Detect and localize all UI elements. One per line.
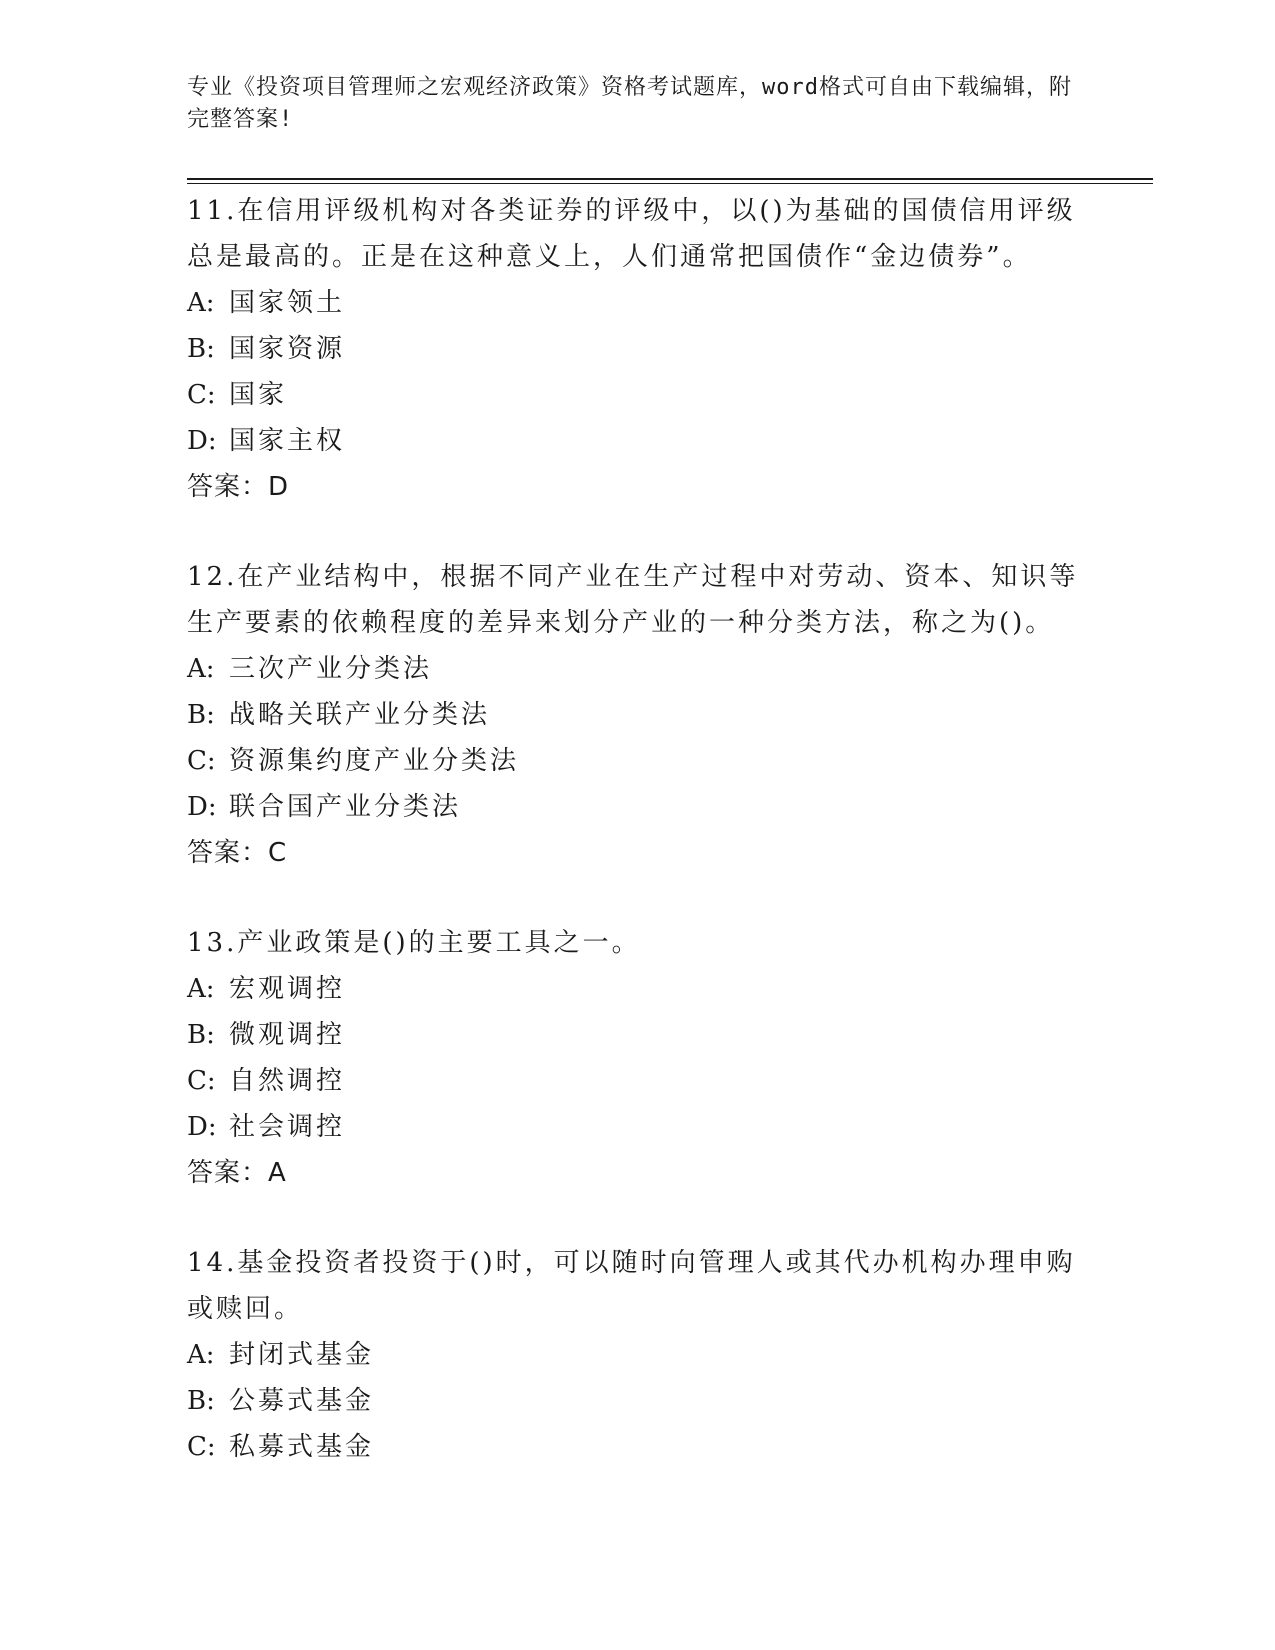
question-stem: 11.在信用评级机构对各类证券的评级中，以()为基础的国债信用评级总是最高的。正是在这种意义上，人们通常把国债作“金边债券”。 [187,196,1076,272]
option-text: 国家资源 [229,334,346,364]
option-text: 三次产业分类法 [229,654,433,684]
option-text: 战略关联产业分类法 [229,700,491,730]
option-key: B: [187,1020,215,1050]
answer-line: 答案：A [187,1158,287,1188]
option-c [187,1058,1087,1104]
header-rule-thin [187,183,1153,184]
option-text: 公募式基金 [229,1386,375,1416]
question-stem: 12.在产业结构中，根据不同产业在生产过程中对劳动、资本、知识等生产要素的依赖程度的差异来划分产业的一种分类方法，称之为()。 [187,562,1079,638]
option-c [187,372,1087,418]
answer-line: 答案：D [187,472,290,502]
option-d [187,418,1087,464]
question-14 [187,1240,1087,1470]
option-b [187,326,1087,372]
option-key: A: [187,974,215,1004]
option-text: 资源集约度产业分类法 [229,746,520,776]
option-d [187,1104,1087,1150]
option-text: 宏观调控 [229,974,346,1004]
question-11 [187,188,1087,510]
option-text: 自然调控 [229,1066,346,1096]
option-a [187,280,1087,326]
option-key: A: [187,654,215,684]
option-key: D: [187,792,217,822]
option-text: 国家 [229,380,288,410]
option-b [187,692,1087,738]
answer-line: 答案：C [187,838,288,868]
option-c [187,738,1087,784]
option-b [187,1378,1087,1424]
option-text: 封闭式基金 [229,1340,375,1370]
option-text: 社会调控 [229,1112,346,1142]
option-key: C: [187,1066,216,1096]
question-spacer [187,1196,1087,1240]
option-text: 微观调控 [229,1020,346,1050]
option-c [187,1424,1087,1470]
question-spacer [187,510,1087,554]
option-key: A: [187,288,215,318]
question-spacer [187,876,1087,920]
question-stem: 14.基金投资者投资于()时，可以随时向管理人或其代办机构办理申购或赎回。 [187,1248,1076,1324]
option-key: D: [187,426,217,456]
option-text: 联合国产业分类法 [229,792,462,822]
option-key: B: [187,334,215,364]
option-text: 私募式基金 [229,1432,375,1462]
header-rule-thick [187,178,1153,180]
option-text: 国家主权 [229,426,346,456]
option-text: 国家领土 [229,288,346,318]
document-header: 专业《投资项目管理师之宏观经济政策》资格考试题库，word格式可自由下载编辑，附完整答案! [187,75,1072,132]
option-key: A: [187,1340,215,1370]
question-stem: 13.产业政策是()的主要工具之一。 [187,928,641,958]
option-d [187,784,1087,830]
option-a [187,966,1087,1012]
question-13 [187,920,1087,1196]
option-a [187,1332,1087,1378]
question-list [187,188,1087,1470]
option-key: D: [187,1112,217,1142]
option-key: C: [187,1432,216,1462]
option-key: B: [187,700,215,730]
option-a [187,646,1087,692]
option-b [187,1012,1087,1058]
option-key: C: [187,380,216,410]
option-key: C: [187,746,216,776]
question-12 [187,554,1087,876]
option-key: B: [187,1386,215,1416]
